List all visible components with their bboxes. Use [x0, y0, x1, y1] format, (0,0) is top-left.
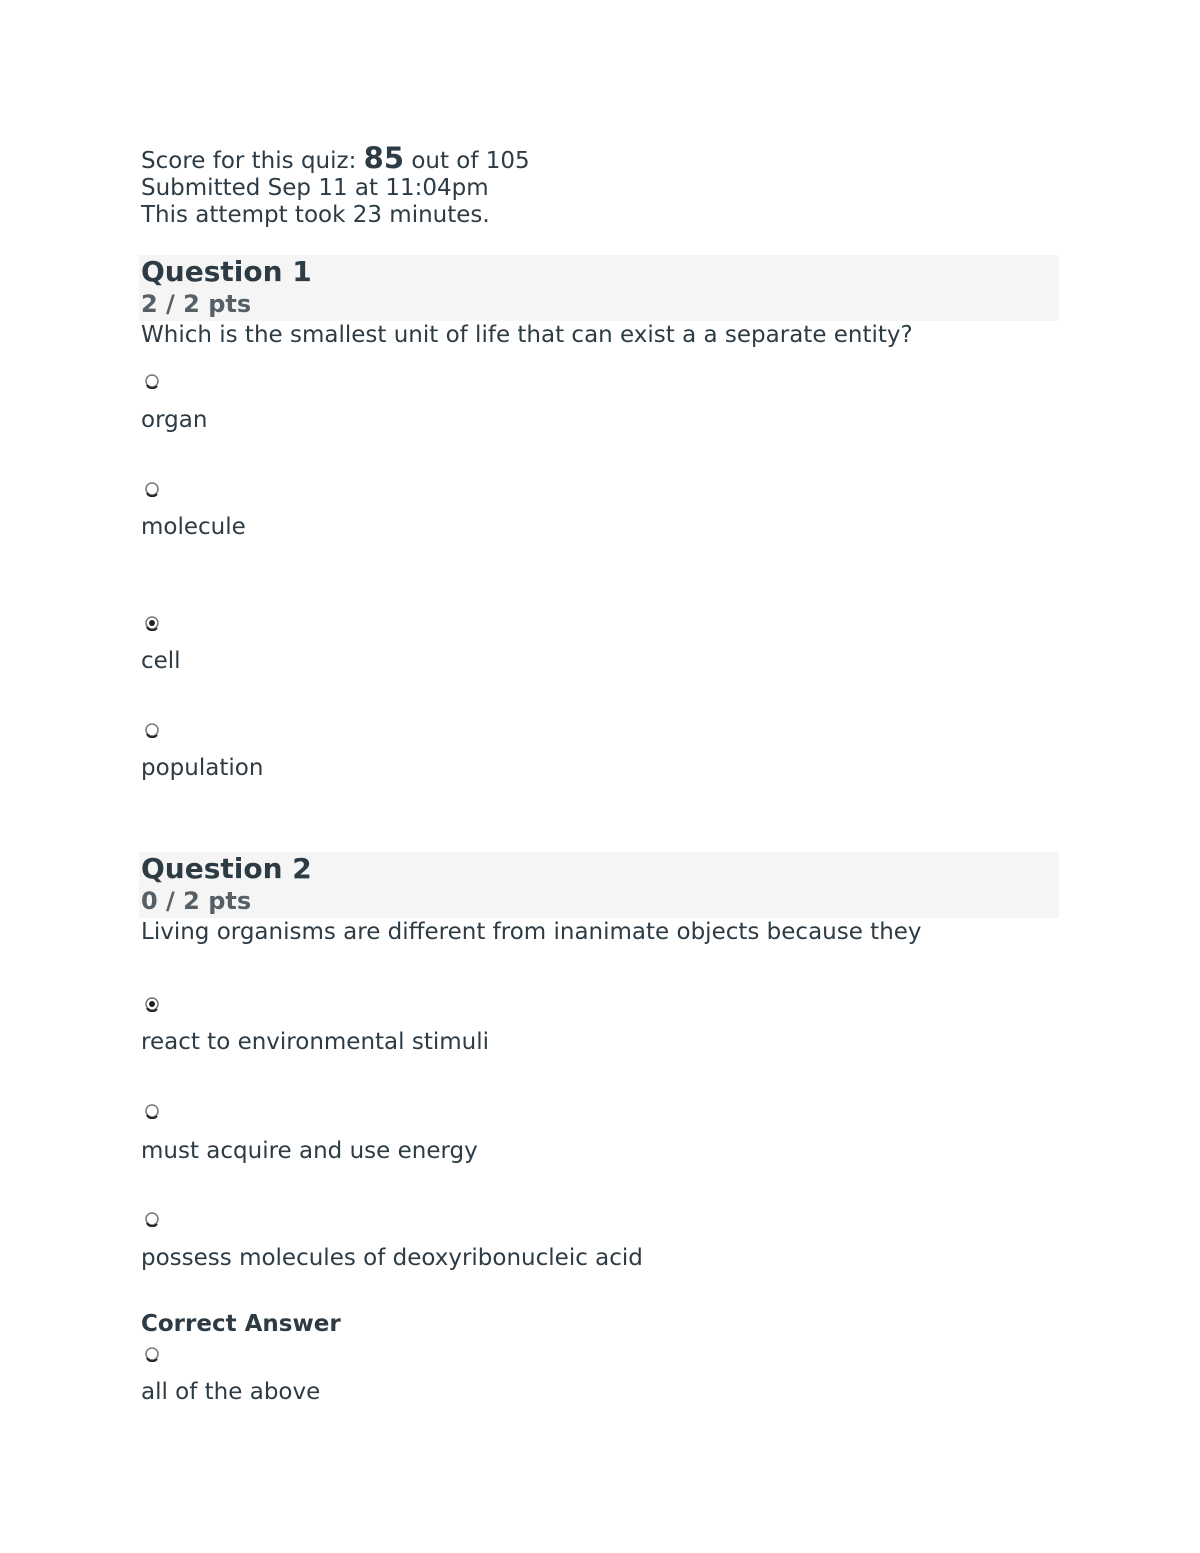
- answer-radio[interactable]: [144, 373, 160, 389]
- radio-selected-icon: [144, 996, 160, 1012]
- answer-label: possess molecules of deoxyribonucleic acid: [141, 1245, 643, 1271]
- submitted-timestamp: Submitted Sep 11 at 11:04pm: [141, 175, 489, 201]
- question-points: 0 / 2 pts: [141, 887, 252, 915]
- answer-label: molecule: [141, 514, 246, 540]
- answer-radio[interactable]: [144, 996, 160, 1012]
- answer-radio[interactable]: [144, 1346, 160, 1362]
- radio-unselected-icon: [144, 1211, 160, 1227]
- answer-label: organ: [141, 407, 208, 433]
- question-points: 2 / 2 pts: [141, 290, 252, 318]
- correct-answer-label: Correct Answer: [141, 1311, 341, 1337]
- answer-label: all of the above: [141, 1379, 321, 1405]
- question-2-header: [139, 852, 1059, 918]
- question-prompt: Living organisms are different from inanimate objects because they: [141, 919, 922, 945]
- radio-unselected-icon: [144, 722, 160, 738]
- answer-label: population: [141, 755, 264, 781]
- answer-radio[interactable]: [144, 615, 160, 631]
- score-prefix: Score for this quiz:: [141, 148, 357, 174]
- answer-radio[interactable]: [144, 722, 160, 738]
- score-value: 85: [363, 141, 405, 175]
- radio-unselected-icon: [144, 481, 160, 497]
- radio-unselected-icon: [144, 373, 160, 389]
- answer-label: react to environmental stimuli: [141, 1029, 489, 1055]
- question-title: Question 1: [141, 255, 312, 288]
- radio-selected-icon: [144, 615, 160, 631]
- score-suffix: out of 105: [411, 148, 530, 174]
- question-1-header: [139, 255, 1059, 321]
- answer-radio[interactable]: [144, 481, 160, 497]
- answer-label: cell: [141, 648, 181, 674]
- radio-unselected-icon: [144, 1346, 160, 1362]
- answer-label: must acquire and use energy: [141, 1138, 478, 1164]
- answer-radio[interactable]: [144, 1211, 160, 1227]
- quiz-score: [141, 141, 530, 175]
- radio-unselected-icon: [144, 1103, 160, 1119]
- attempt-duration: This attempt took 23 minutes.: [141, 202, 490, 228]
- question-prompt: Which is the smallest unit of life that can exist a a separate entity?: [141, 322, 913, 348]
- answer-radio[interactable]: [144, 1103, 160, 1119]
- question-title: Question 2: [141, 852, 312, 885]
